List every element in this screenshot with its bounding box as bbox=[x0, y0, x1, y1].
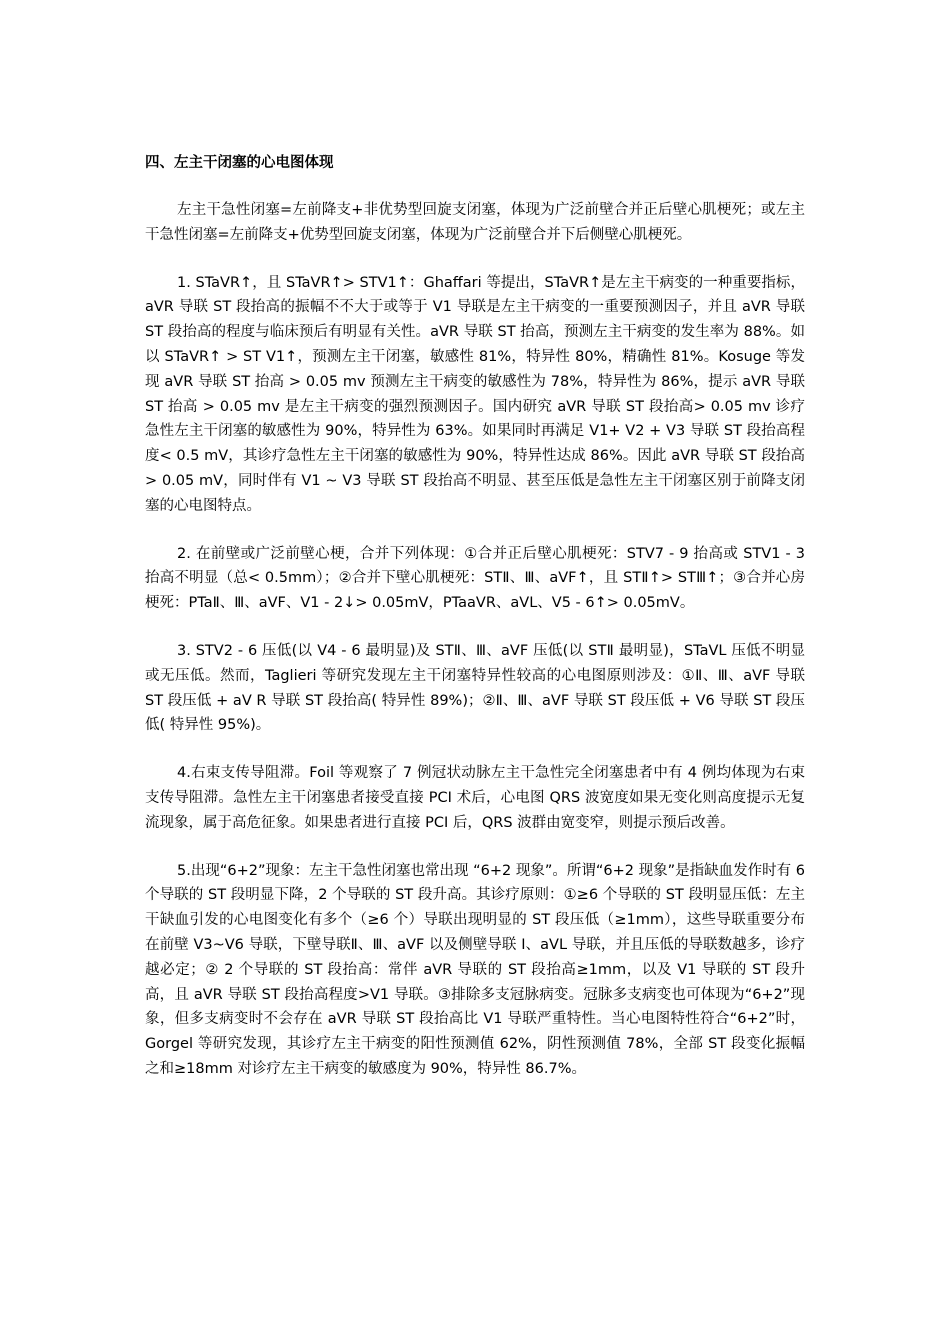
paragraph-item-2: 2. 在前壁或广泛前壁心梗，合并下列体现：①合并正后壁心肌梗死：STV7 - 9 抬高或 STV1 - 3 抬高不明显（总< 0.5mm）；②合并下壁心肌梗死：STⅡ、Ⅲ、aVF↑，且 STⅡ↑> STⅢ↑；③合并心房梗死：PTaⅡ、Ⅲ、aVF、V1 - 2↓> 0.05mV，PTaaVR、aVL、V5 - 6↑> 0.05mV。 bbox=[145, 545, 805, 612]
paragraph-item-5: 5.出现“6+2”现象：左主干急性闭塞也常出现 “6+2 现象”。所谓“6+2 现象”是指缺血发作时有 6 个导联的 ST 段明显下降，2 个导联的 ST 段升高。其诊疗原则：①≥6 个导联的 ST 段明显压低：左主干缺血引发的心电图变化有多个（≥6 个）导联出现明显的 ST 段压低（≥1mm），这些导联重要分布在前壁 V3~V6 导联，下壁导联Ⅱ、Ⅲ、aVF 以及侧壁导联 I、aVL 导联，并且压低的导联数越多，诊疗越必定；② 2 个导联的 ST 段抬高：常伴 aVR 导联的 ST 段抬高≥1mm，以及 V1 导联的 ST 段升高，且 aVR 导联 ST 段抬高程度>V1 导联。③排除多支冠脉病变。冠脉多支病变也可体现为“6+2”现象，但多支病变时不会存在 aVR 导联 ST 段抬高比 V1 导联严重特性。当心电图特性符合“6+2”时，Gorgel 等研究发现，其诊疗左主干病变的阳性预测值 62%，阴性预测值 78%，全部 ST 段变化振幅之和≥18mm 对诊疗左主干病变的敏感度为 90%，特异性 86.7%。 bbox=[145, 862, 805, 1077]
paragraph-item-4: 4.右束支传导阻滞。Foil 等观察了 7 例冠状动脉左主干急性完全闭塞患者中有 4 例均体现为右束支传导阻滞。急性左主干闭塞患者接受直接 PCI 术后，心电图 QRS 波宽度如果无变化则高度提示无复流现象，属于高危征象。如果患者进行直接 PCI 后，QRS 波群由宽变窄，则提示预后改善。 bbox=[145, 765, 805, 831]
paragraph-intro: 左主干急性闭塞=左前降支+非优势型回旋支闭塞，体现为广泛前壁合并正后壁心肌梗死；或左主干急性闭塞=左前降支+优势型回旋支闭塞，体现为广泛前壁合并下后侧壁心肌梗死。 bbox=[145, 202, 805, 243]
paragraph-item-3: 3. STV2 - 6 压低(以 V4 - 6 最明显)及 STⅡ、Ⅲ、aVF 压低(以 STⅡ 最明显)，STaVL 压低不明显或无压低。然而，Taglieri 等研究发现左主干闭塞特异性较高的心电图原则涉及：①Ⅱ、Ⅲ、aVF 导联 ST 段压低 + aV R 导联 ST 段抬高( 特异性 89%)；②Ⅱ、Ⅲ、aVF 导联 ST 段压低 + V6 导联 ST 段压低( 特异性 95%)。 bbox=[145, 642, 805, 734]
section-heading: 四、左主干闭塞的心电图体现 bbox=[145, 155, 334, 171]
document-page bbox=[145, 150, 805, 1105]
paragraph-item-1: 1. STaVR↑，且 STaVR↑> STV1↑：Ghaffari 等提出，STaVR↑是左主干病变的一种重要指标，aVR 导联 ST 段抬高的振幅不不大于或等于 V1 导联是左主干病变的一重要预测因子，并且 aVR 导联 ST 段抬高的程度与临床预后有明显有关性。aVR 导联 ST 抬高，预测左主干病变的发生率为 88%。如以 STaVR↑ > ST V1↑，预测左主干闭塞，敏感性 81%，特异性 80%，精确性 81%。Kosuge 等发现 aVR 导联 ST 抬高 > 0.05 mv 预测左主干病变的敏感性为 78%，特异性为 86%，提示 aVR 导联 ST 抬高 > 0.05 mv 是左主干病变的强烈预测因子。国内研究 aVR 导联 ST 段抬高> 0.05 mv 诊疗急性左主干闭塞的敏感性为 90%，特异性为 63%。如果同时再满足 V1+ V2 + V3 导联 ST 段抬高程度< 0.5 mV，其诊疗急性左主干闭塞的敏感性为 90%，特异性达成 86%。因此 aVR 导联 ST 段抬高> 0.05 mV，同时伴有 V1 ~ V3 导联 ST 段抬高不明显、甚至压低是急性左主干闭塞区别于前降支闭塞的心电图特点。 bbox=[145, 274, 805, 514]
